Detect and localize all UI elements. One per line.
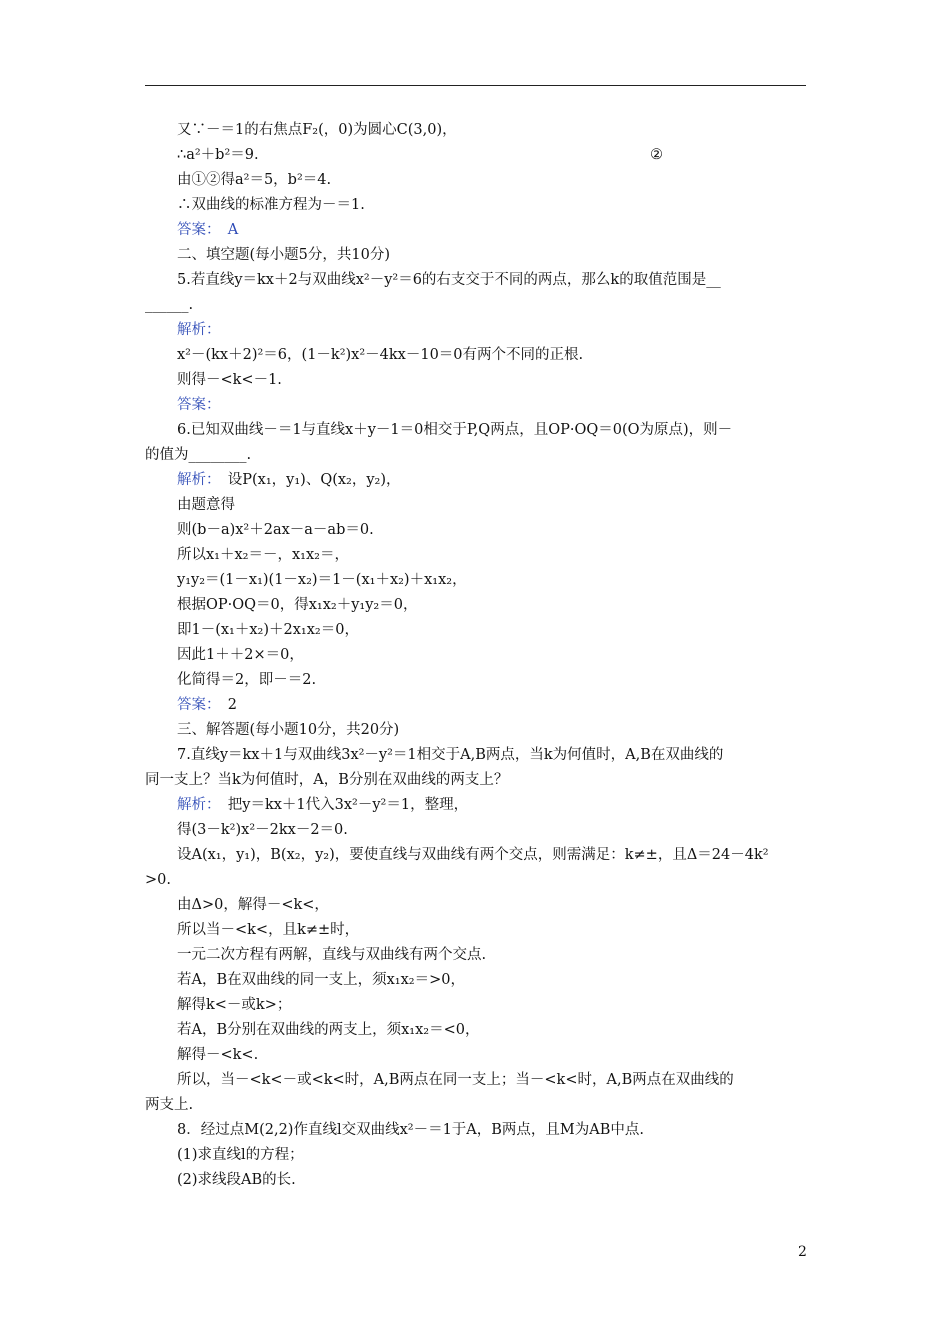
equation-mark: ② [650,147,663,163]
text-line: 由Δ>0，解得－<k<， [177,897,329,913]
text-line: 解得－<k<. [177,1047,259,1063]
text-line: 根据OP·OQ＝0，得x₁x₂＋y₁y₂＝0， [177,597,418,613]
text-line: 解得k<－或k>； [177,997,292,1013]
text-line: 得(3－k²)x²－2kx－2＝0. [177,822,348,838]
section-heading: 三、解答题(每小题10分，共20分) [177,722,400,738]
text-line: 则(b－a)x²＋2ax－a－ab＝0. [177,522,374,538]
answer-line: 答案： A [177,222,239,238]
label-prefix: 解析： [177,797,214,813]
answer-line: 答案： 2 [177,697,237,713]
text-line: ______. [145,297,194,313]
analysis-label: 解析： [177,322,221,338]
label-prefix: 解析： [177,472,214,488]
page-number: 2 [798,1244,807,1260]
answer-line: 答案： [177,397,221,413]
analysis-line: 解析： 把y＝kx＋1代入3x²－y²＝1，整理， [177,797,469,813]
text-line: 若A，B分别在双曲线的两支上，须x₁x₂＝<0， [177,1022,480,1038]
question-5: 5.若直线y＝kx＋2与双曲线x²－y²＝6的右支交于不同的两点，那么k的取值范围是__ [177,272,721,288]
text-line: y₁y₂＝(1－x₁)(1－x₂)＝1－(x₁＋x₂)＋x₁x₂， [177,572,467,588]
text-line: 两支上. [145,1097,194,1113]
question-7: 7.直线y＝kx＋1与双曲线3x²－y²＝1相交于A,B两点，当k为何值时，A,B在双曲线的 [177,747,724,763]
text-line: 的值为________. [145,447,252,463]
text-line: 若A，B在双曲线的同一支上，须x₁x₂＝>0， [177,972,465,988]
text-line: 所以x₁＋x₂＝－，x₁x₂＝， [177,547,349,563]
question-8: 8．经过点M(2,2)作直线l交双曲线x²－＝1于A，B两点，且M为AB中点. [177,1122,645,1138]
text-line: 化简得＝2，即－＝2. [177,672,317,688]
analysis-line: 解析： 设P(x₁，y₁)、Q(x₂，y₂)， [177,472,401,488]
text-line: 设A(x₁，y₁)，B(x₂，y₂)，要使直线与双曲线有两个交点，则需满足：k≠±，且Δ＝24－4k² [177,847,769,863]
section-heading: 二、填空题(每小题5分，共10分) [177,247,390,263]
text-line: 由①②得a²＝5，b²＝4. [177,172,332,188]
label-prefix: 答案： [177,697,214,713]
text-line: 因此1＋＋2×＝0， [177,647,304,663]
text-line: ∴a²＋b²＝9. [177,147,259,163]
text-line: ∴双曲线的标准方程为－＝1. [177,197,365,213]
text-line: x²－(kx＋2)²＝6，(1－k²)x²－4kx－10＝0有两个不同的正根. [177,347,584,363]
text-line: >0. [145,872,171,888]
text-line: 即1－(x₁＋x₂)＋2x₁x₂＝0， [177,622,359,638]
text-line: (2)求线段AB的长. [177,1172,296,1188]
text-line: (1)求直线l的方程； [177,1147,304,1163]
text-line: 同一支上？当k为何值时，A，B分别在双曲线的两支上？ [145,772,509,788]
question-6: 6.已知双曲线－＝1与直线x＋y－1＝0相交于P,Q两点，且OP·OQ＝0(O为原点)，则－ [177,422,733,438]
text-line: 则得－<k<－1. [177,372,282,388]
text-line: 又∵－＝1的右焦点F₂(，0)为圆心C(3,0)， [177,122,457,138]
text-line: 由题意得 [177,497,235,513]
text-line: 所以当－<k<，且k≠±时， [177,922,360,938]
text-line: 一元二次方程有两解，直线与双曲线有两个交点. [177,947,487,963]
text-line: 所以，当－<k<－或<k<时，A,B两点在同一支上；当－<k<时，A,B两点在双曲线的 [177,1072,734,1088]
header-rule [145,85,806,86]
